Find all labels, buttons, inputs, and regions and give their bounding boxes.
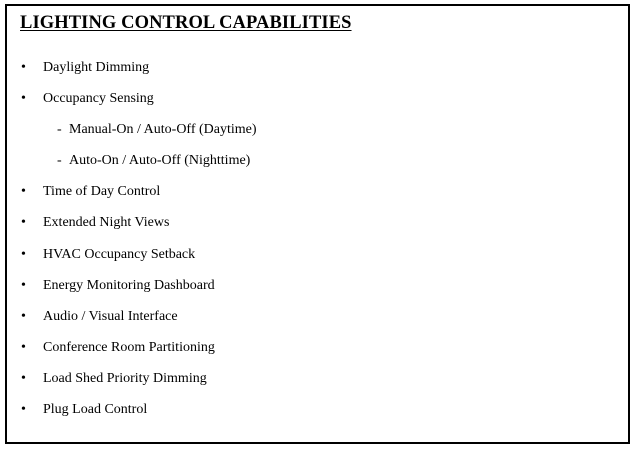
list-item-label: Conference Room Partitioning: [43, 340, 215, 355]
list-item-label: HVAC Occupancy Setback: [43, 247, 196, 262]
sub-list-item-label: Manual-On / Auto-Off (Daytime): [69, 122, 257, 137]
bullet-icon: •: [21, 402, 26, 417]
bullet-icon: •: [21, 215, 26, 230]
list-item-label: Extended Night Views: [43, 215, 170, 230]
list-item-label: Time of Day Control: [43, 184, 161, 199]
list-item-label: Occupancy Sensing: [43, 91, 154, 106]
bullet-icon: •: [21, 340, 26, 355]
bullet-icon: •: [21, 278, 26, 293]
dash-icon: -: [57, 122, 62, 137]
list-item-label: Plug Load Control: [43, 402, 148, 417]
bullet-icon: •: [21, 60, 26, 75]
bullet-icon: •: [21, 309, 26, 324]
bullet-icon: •: [21, 371, 26, 386]
bullet-icon: •: [21, 247, 26, 262]
list-item-label: Daylight Dimming: [43, 60, 150, 75]
dash-icon: -: [57, 153, 62, 168]
list-item-label: Energy Monitoring Dashboard: [43, 278, 215, 293]
bullet-icon: •: [21, 91, 26, 106]
sub-list-item-label: Auto-On / Auto-Off (Nighttime): [69, 153, 251, 168]
list-item-label: Audio / Visual Interface: [43, 309, 178, 324]
list-item-label: Load Shed Priority Dimming: [43, 371, 207, 386]
bullet-icon: •: [21, 184, 26, 199]
slide-title: LIGHTING CONTROL CAPABILITIES: [20, 13, 352, 33]
